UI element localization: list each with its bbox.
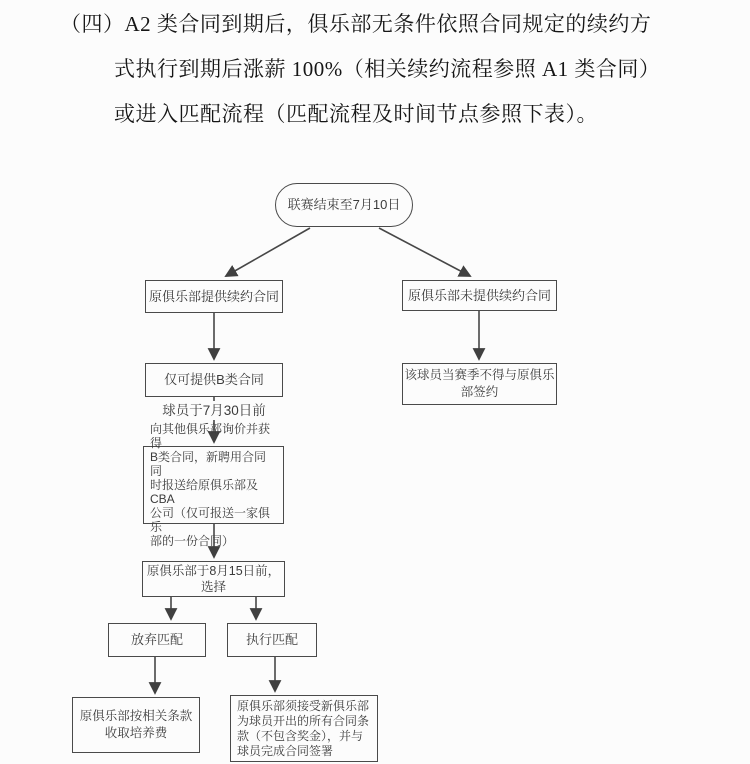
- flow-node-text-line: 原俱乐部须接受新俱乐部: [237, 698, 370, 713]
- paragraph-line-2: 式执行到期后涨薪 100%（相关续约流程参照 A1 类合同）: [114, 57, 661, 81]
- arrow-start-to-offer: [226, 228, 310, 276]
- flow-node-text-line: 原俱乐部按相关条款: [79, 709, 193, 723]
- paragraph-line-1: （四）A2 类合同到期后，俱乐部无条件依照合同规定的续约方: [60, 12, 652, 36]
- flow-node-text-line: 原俱乐部于8月15日前，: [146, 564, 281, 578]
- flow-node-text-line: 时报送给原俱乐部及CBA: [150, 478, 259, 506]
- flow-node-club-choose-by-aug15: [142, 561, 285, 597]
- flow-node-accept-new-club-terms: [230, 695, 378, 762]
- flow-node-execute-match: 执行匹配: [227, 623, 317, 657]
- paragraph-line-3: 或进入匹配流程（匹配流程及时间节点参照下表）。: [114, 102, 598, 126]
- flow-node-text-line: 选择: [200, 580, 226, 594]
- flow-node-text-line: 球员完成合同签署: [237, 743, 334, 758]
- flow-node-club-no-renewal: 原俱乐部未提供续约合同: [402, 280, 557, 311]
- arrow-start-to-nooffer: [379, 228, 470, 276]
- flow-node-text-line: 部的一份合同）: [150, 534, 235, 548]
- flow-node-text-line: 公司（仅可报送一家俱乐: [150, 506, 271, 534]
- flow-node-abandon-match: 放弃匹配: [108, 623, 206, 657]
- flow-node-season-end: 联赛结束至7月10日: [275, 183, 413, 227]
- flow-node-text-line: 款（不包含奖金），并与: [237, 728, 364, 743]
- flow-node-inquiry-other-clubs: [143, 422, 284, 548]
- flow-node-b-contract-only: 仅可提供B类合同: [145, 363, 283, 397]
- flow-node-club-offers-renewal: 原俱乐部提供续约合同: [145, 280, 283, 313]
- flow-node-text-line: 收取培养费: [104, 726, 168, 740]
- flow-node-text-line: 该球员当赛季不得与原俱乐: [404, 368, 555, 382]
- flow-node-text-line: 部签约: [460, 385, 499, 399]
- flow-node-text-line: 为球员开出的所有合同条: [237, 713, 370, 728]
- flow-node-text-line: B类合同，新聘用合同同: [150, 450, 267, 478]
- flow-node-text-line: 向其他俱乐部询价并获得: [150, 422, 271, 450]
- flow-node-no-sign-with-original-club: [402, 363, 557, 405]
- flow-node-training-fee: [72, 697, 200, 753]
- flow-label-player-deadline: 球员于7月30日前: [158, 401, 270, 420]
